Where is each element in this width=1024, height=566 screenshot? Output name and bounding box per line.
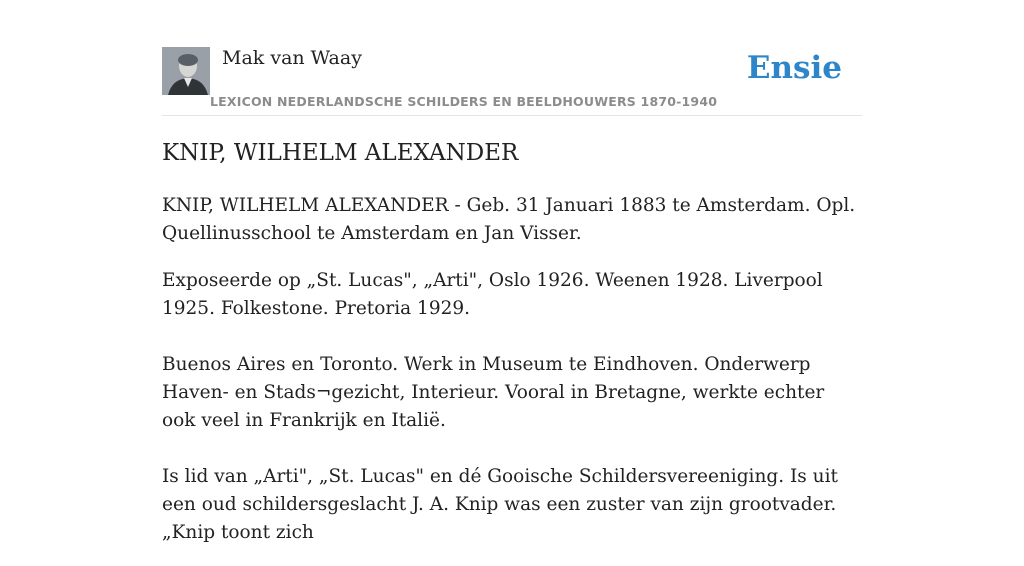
header xyxy=(162,46,862,116)
author-avatar[interactable] xyxy=(162,47,210,95)
article-title: KNIP, WILHELM ALEXANDER xyxy=(162,140,519,166)
paragraph: Is lid van „Arti", „St. Lucas" en dé Gooische Schildersvereeniging. Is uit een oud schildersgeslacht J. A. Knip was een zuster van zijn grootvader. „Knip toont zich xyxy=(162,466,838,543)
paragraph: Exposeerde op „St. Lucas", „Arti", Oslo 1926. Weenen 1928. Liverpool 1925. Folkestone. Pretoria 1929. xyxy=(162,270,823,319)
source-title[interactable]: LEXICON NEDERLANDSCHE SCHILDERS EN BEELDHOUWERS 1870-1940 xyxy=(210,94,718,109)
paragraph: Buenos Aires en Toronto. Werk in Museum te Eindhoven. Onderwerp Haven- en Stads¬gezicht, Interieur. Vooral in Bretagne, werkte echter ook veel in Frankrijk en Italië. xyxy=(162,354,825,431)
paragraph: KNIP, WILHELM ALEXANDER - Geb. 31 Januari 1883 te Amsterdam. Opl. Quellinusschool te Amsterdam en Jan Visser. xyxy=(162,195,856,244)
ensie-logo[interactable]: Ensie xyxy=(746,50,842,86)
article-body xyxy=(162,192,862,566)
portrait-image xyxy=(162,47,210,95)
author-name[interactable]: Mak van Waay xyxy=(222,47,362,69)
